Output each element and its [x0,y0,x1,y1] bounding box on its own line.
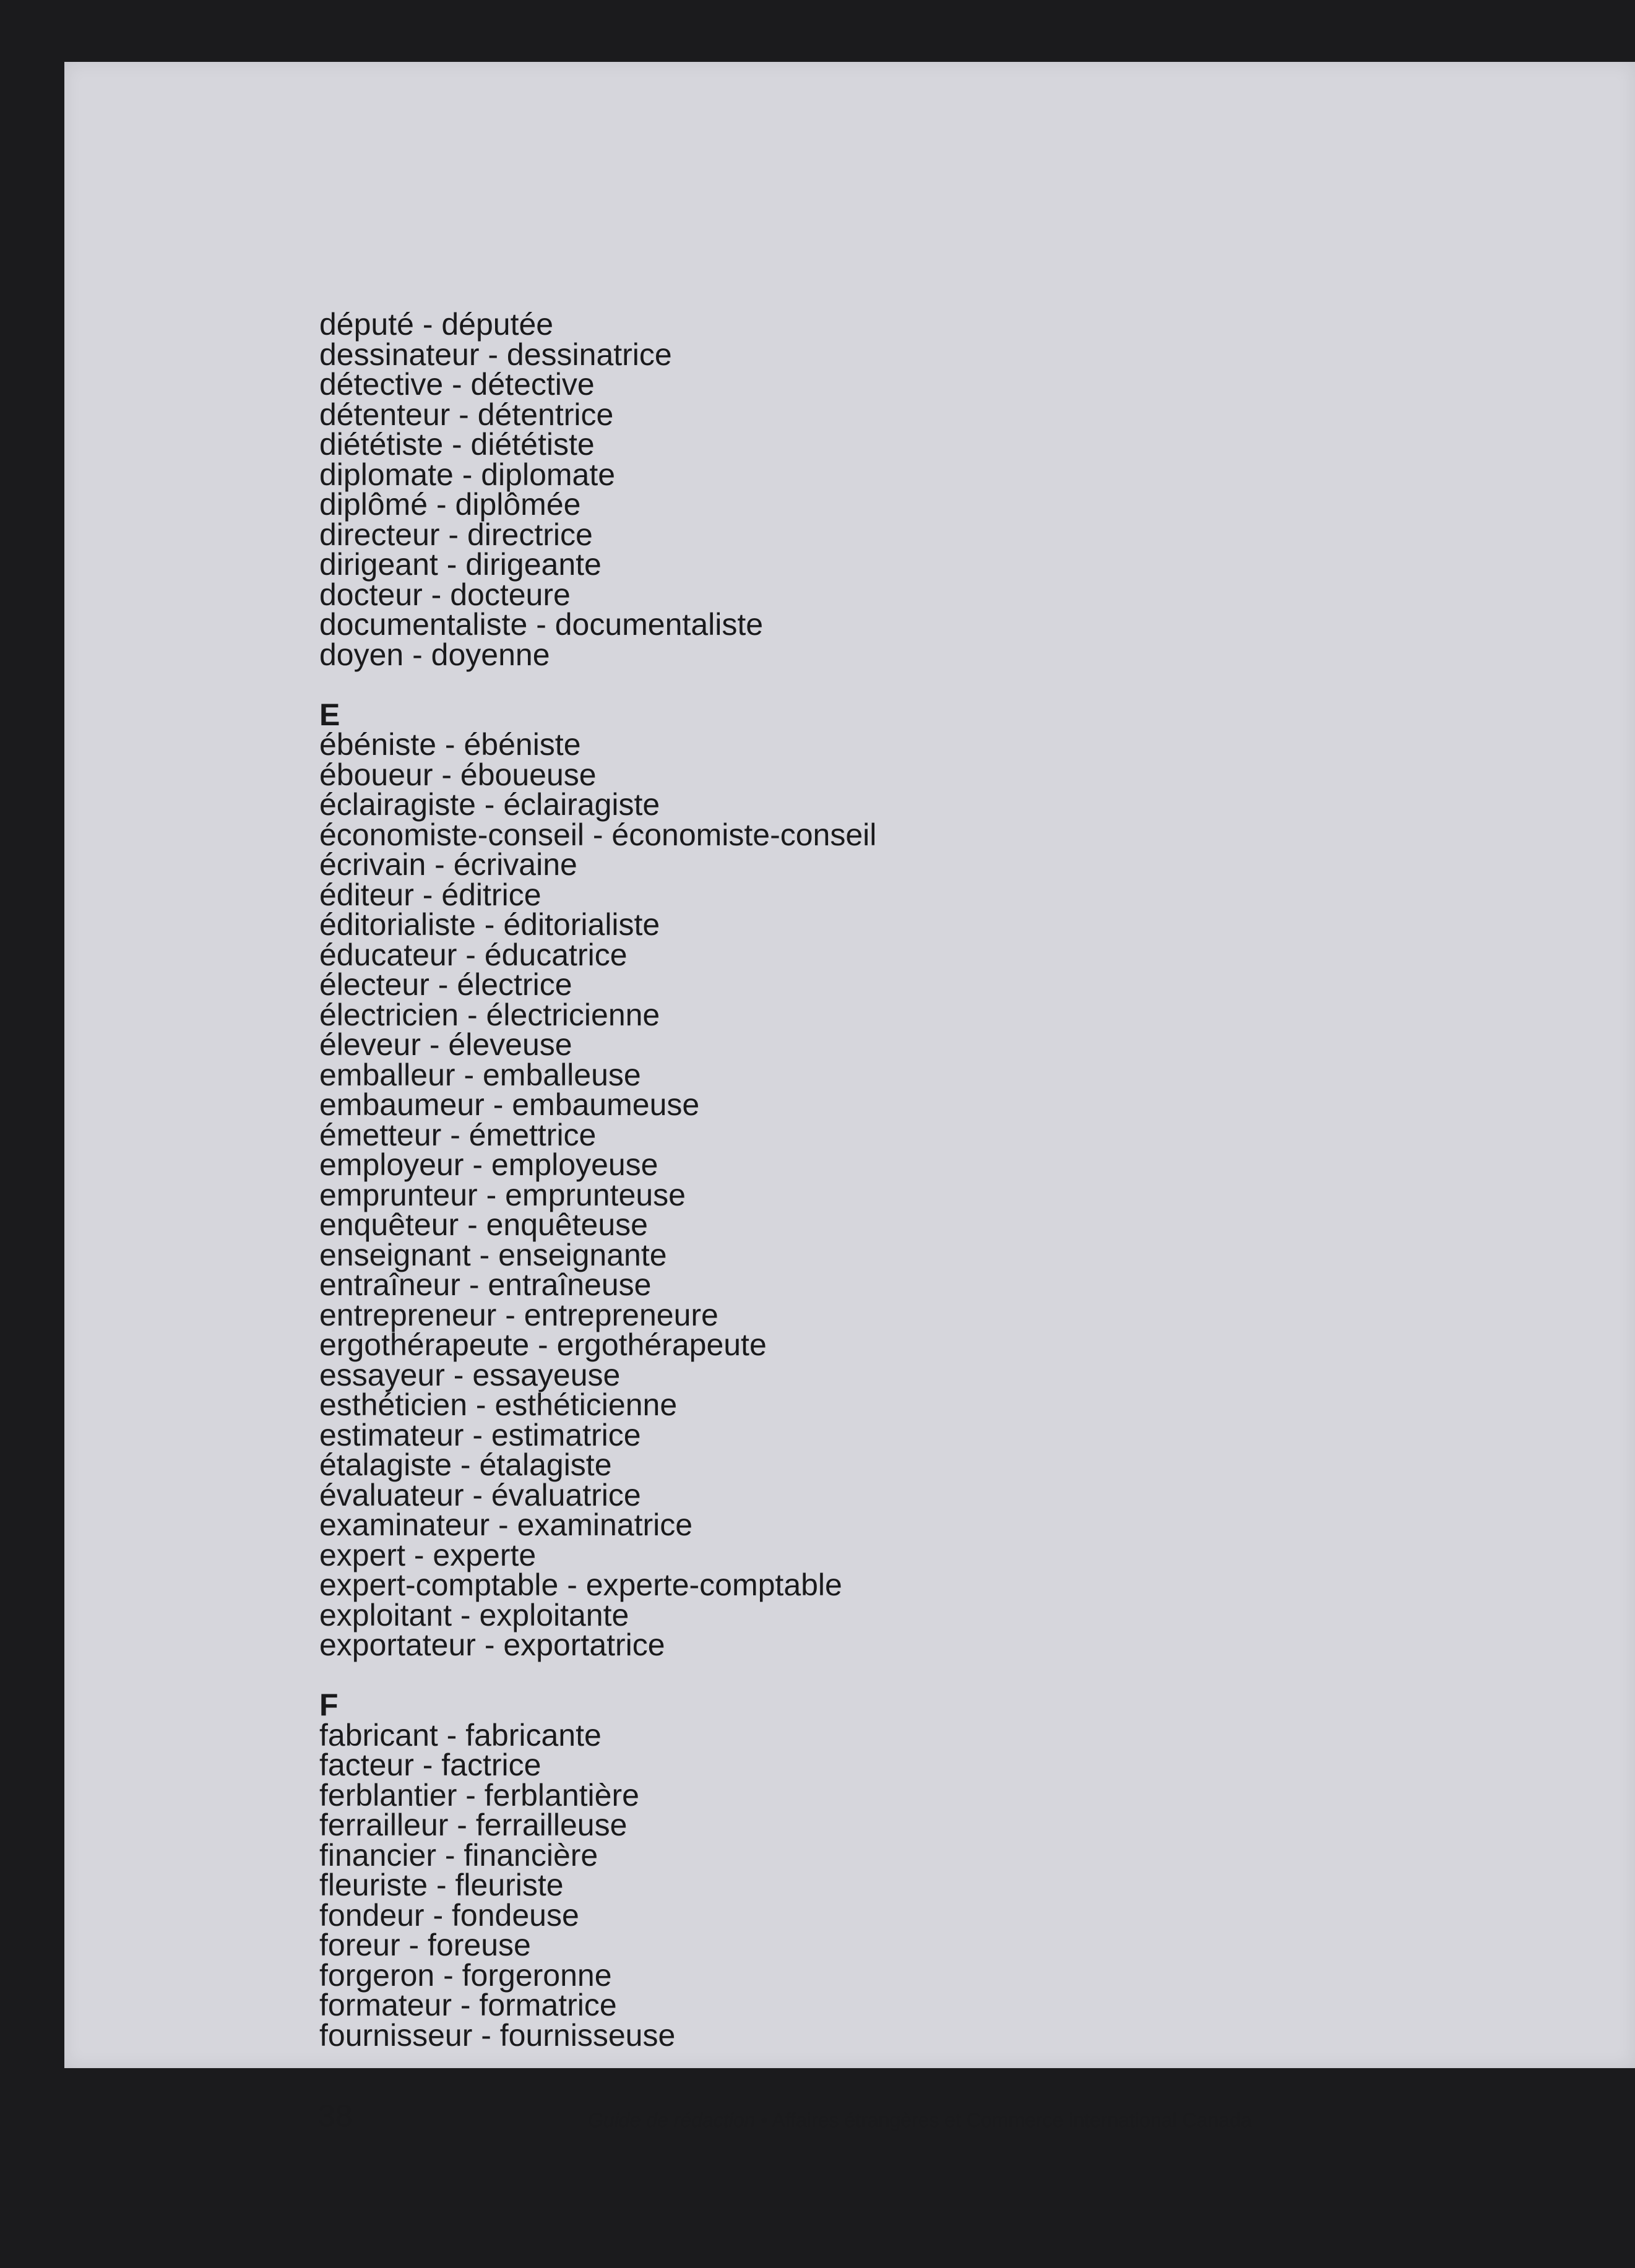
glossary-entry: entraîneur - entraîneuse [319,1267,652,1302]
glossary-entry: écrivain - écrivaine [319,847,577,882]
glossary-entry: ébéniste - ébéniste [319,727,581,762]
glossary-entry: forgeron - forgeronne [319,1957,612,1993]
glossary-entry: fournisseur - fournisseuse [319,2017,676,2053]
glossary-entry: financier - financière [319,1837,598,1873]
glossary-entry: fabricant - fabricante [319,1717,602,1753]
glossary-entry: exploitant - exploitante [319,1597,629,1632]
glossary-entry: diplomate - diplomate [319,457,616,492]
page-footer [588,2109,1252,2132]
glossary-entry: éditeur - éditrice [319,877,541,912]
glossary-entry: employeur - employeuse [319,1147,658,1182]
page-number: 38 [318,2098,353,2133]
glossary-entry: embaumeur - embaumeuse [319,1087,700,1122]
glossary-entry: député - députée [319,307,554,342]
glossary-entry: doyen - doyenne [319,637,550,672]
glossary-entry: éducateur - éducatrice [319,937,628,972]
glossary-entry: emprunteur - emprunteuse [319,1177,686,1212]
glossary-entry: dirigeant - dirigeante [319,547,602,582]
glossary-entry: dessinateur - dessinatrice [319,337,672,372]
glossary-entry: directeur - directrice [319,517,593,552]
glossary-entry: électeur - électrice [319,967,572,1002]
glossary-entry: étalagiste - étalagiste [319,1447,612,1482]
glossary-entry: entrepreneur - entrepreneure [319,1297,718,1332]
glossary-entry: éleveur - éleveuse [319,1027,572,1062]
glossary-entry: diplômé - diplômée [319,487,581,522]
glossary-entry: ergothérapeute - ergothérapeute [319,1327,767,1362]
footer-separator: • [755,2109,772,2131]
glossary-entry: diététiste - diététiste [319,427,595,462]
section-gap [319,1660,876,1691]
document-page [64,62,1635,2133]
glossary-entry: formateur - formatrice [319,1988,617,2022]
glossary-entry: enseignant - enseignante [319,1237,667,1272]
glossary-entry: économiste-conseil - économiste-conseil [319,817,877,852]
glossary-entry: foreur - foreuse [319,1928,531,1962]
glossary-entry: ferblantier - ferblantière [319,1777,639,1813]
glossary-entry: facteur - factrice [319,1748,541,1782]
section-gap [319,670,876,700]
glossary-entry: éboueur - éboueuse [319,757,597,792]
glossary-entry: documentaliste - documentaliste [319,607,764,642]
glossary-entry: examinateur - examinatrice [319,1507,693,1542]
glossary-entry: expert-comptable - experte-comptable [319,1567,842,1602]
glossary-entry: éditorialiste - éditorialiste [319,907,660,942]
glossary-entry: détective - détective [319,367,595,402]
glossary-entry: enquêteur - enquêteuse [319,1207,648,1242]
glossary-entry: estimateur - estimatrice [319,1417,641,1452]
glossary-entry: fleuriste - fleuriste [319,1868,564,1902]
glossary-entry: essayeur - essayeuse [319,1357,621,1392]
glossary-entry: emballeur - emballeuse [319,1057,641,1092]
footer-subtitle: Affaires étrangères et Commerce international Canada [772,2109,1252,2131]
glossary-entry: ferrailleur - ferrailleuse [319,1808,628,1842]
glossary-entry: détenteur - détentrice [319,397,614,432]
glossary-entry: fondeur - fondeuse [319,1897,579,1933]
glossary-entry: exportateur - exportatrice [319,1628,665,1662]
glossary-entry: émetteur - émettrice [319,1117,597,1152]
footer-title: Guide de rédaction [588,2109,756,2131]
glossary-entry: expert - experte [319,1537,537,1572]
glossary-entry: évaluateur - évaluatrice [319,1477,641,1512]
glossary-entry: esthéticien - esthéticienne [319,1387,678,1422]
section-letter: F [319,1688,339,1722]
glossary-entry: docteur - docteure [319,577,571,612]
glossary-entry: éclairagiste - éclairagiste [319,787,660,822]
glossary-entry: électricien - électricienne [319,997,660,1032]
glossary-list [319,307,877,2053]
section-letter: E [319,697,340,732]
